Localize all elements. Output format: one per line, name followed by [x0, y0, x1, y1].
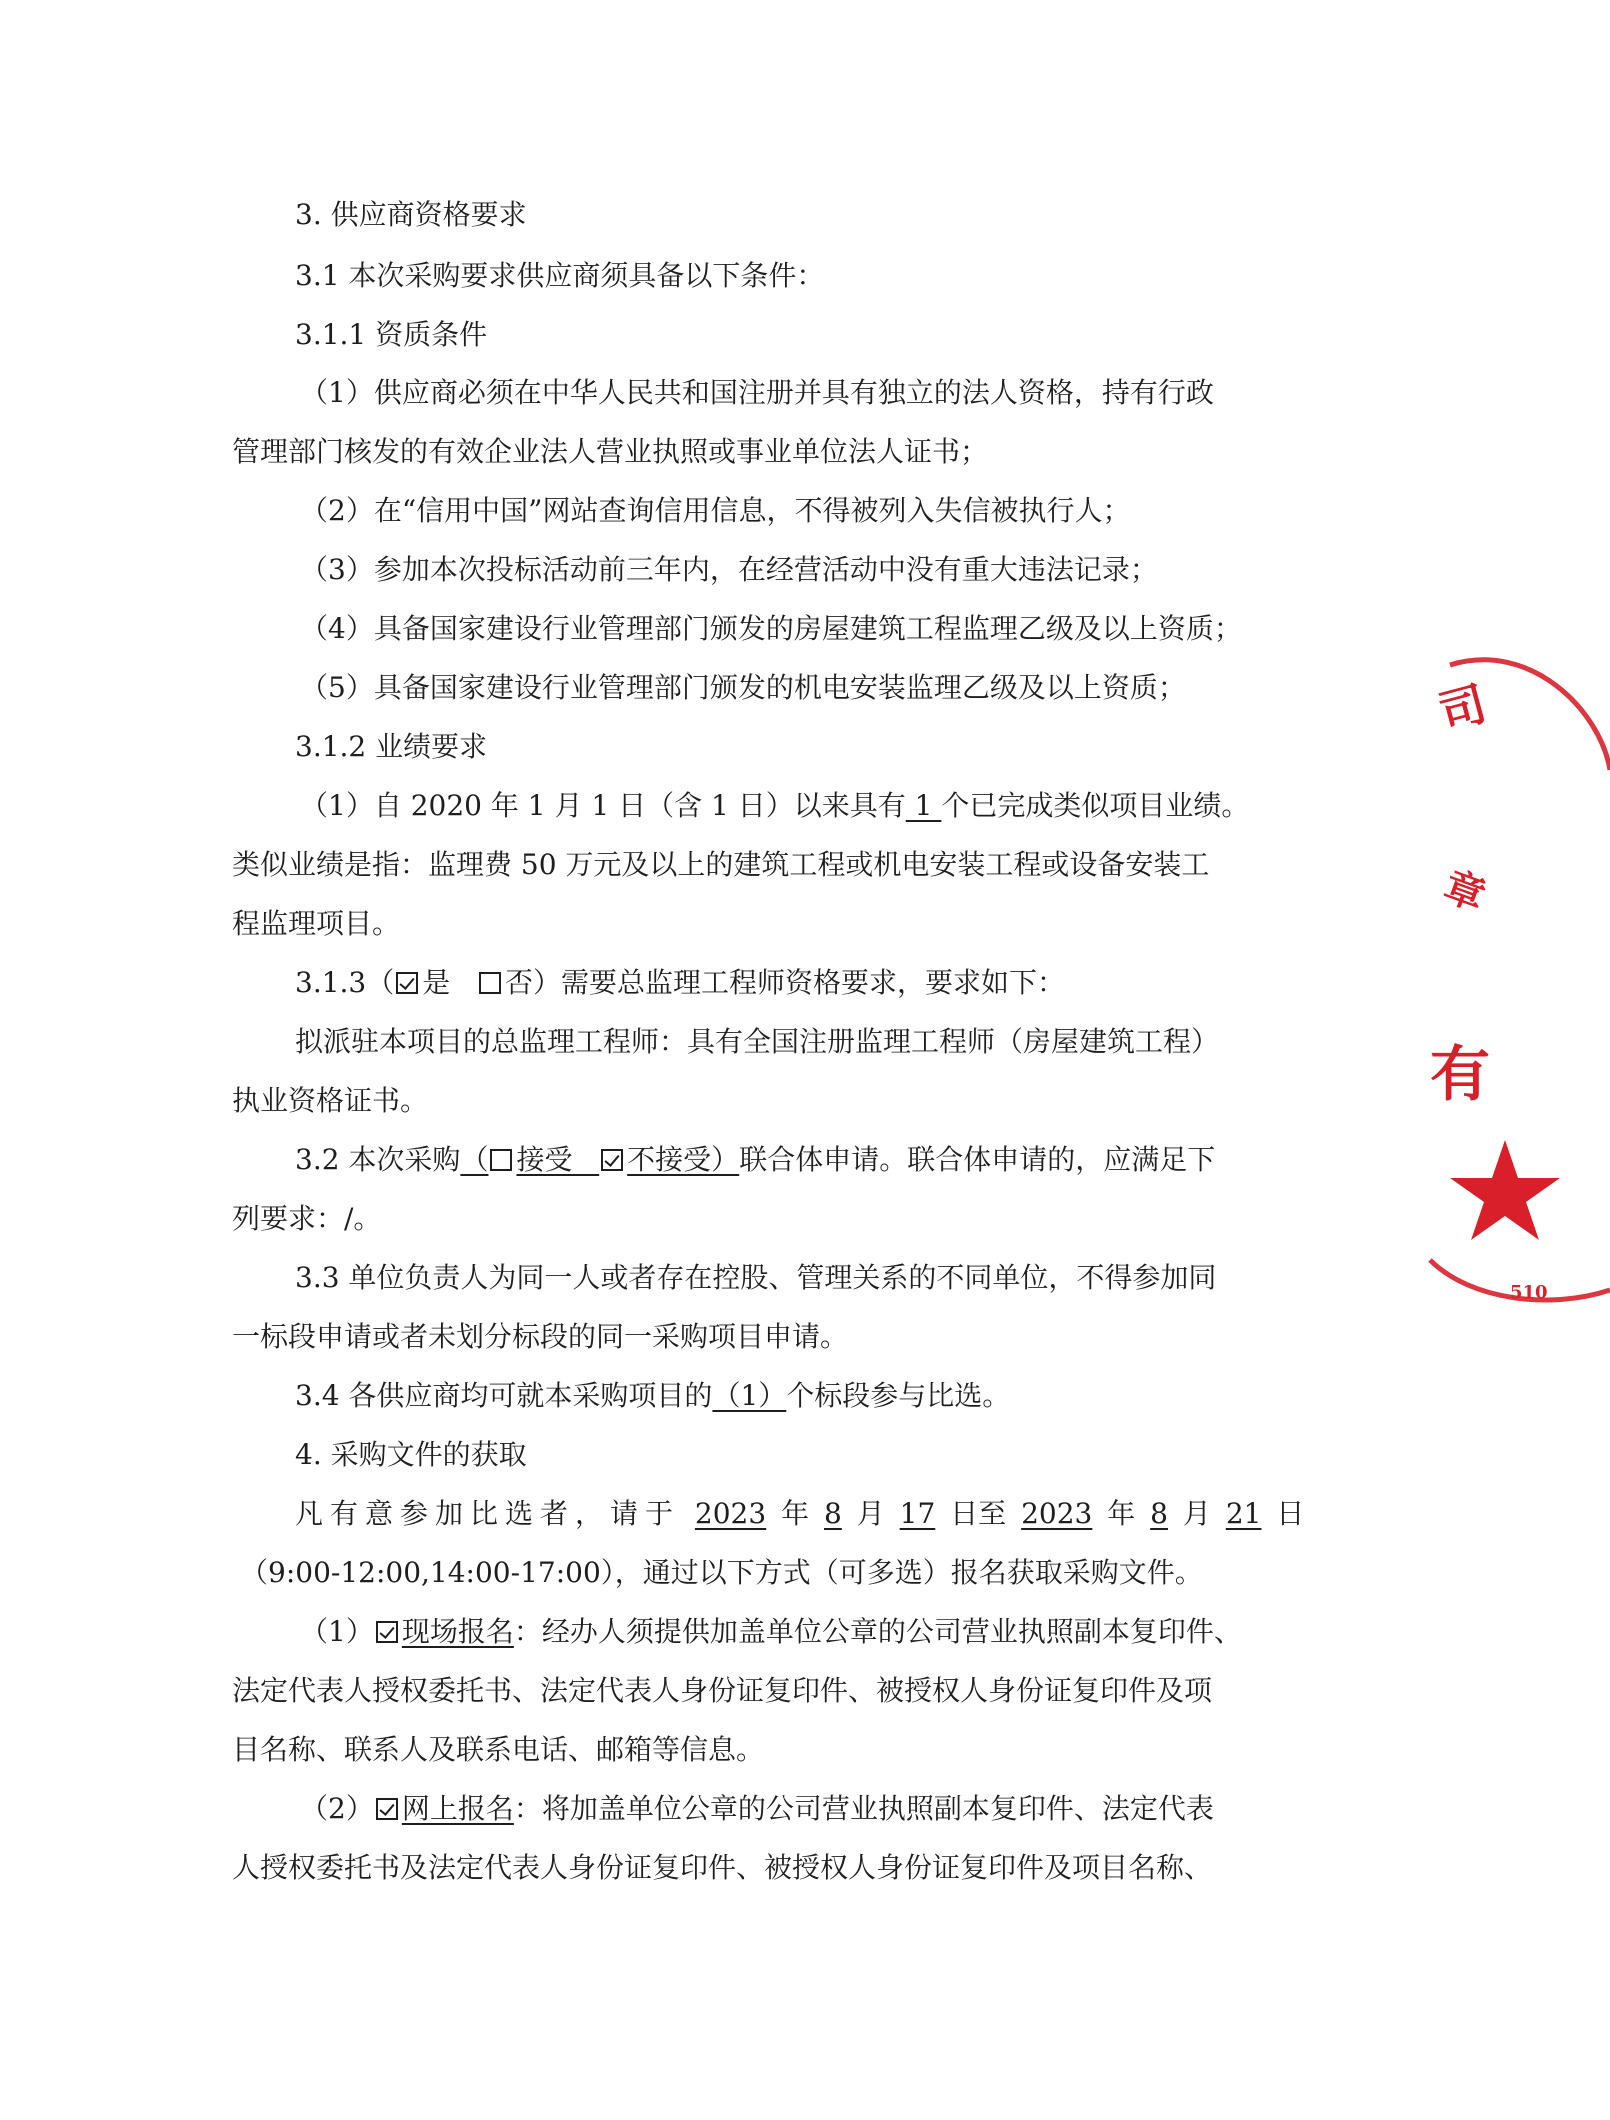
qualification-1-line-2: 管理部门核发的有效企业法人营业执照或事业单位法人证书；: [232, 435, 989, 468]
performance-text-b: 个已完成类似项目业绩。: [941, 789, 1250, 822]
qualification-1-line-1: （1）供应商必须在中华人民共和国注册并具有独立的法人资格，持有行政: [300, 376, 1214, 409]
onsite-registration-line-2: 法定代表人授权委托书、法定代表人身份证复印件、被授权人身份证复印件及项: [232, 1674, 1213, 1707]
online-label: 网上报名: [401, 1792, 514, 1825]
online-registration-line-2: 人授权委托书及法定代表人身份证复印件、被授权人身份证复印件及项目名称、: [232, 1851, 1213, 1884]
clause-3-1-1: 3.1.1 资质条件: [295, 318, 488, 351]
qualification-3: （3）参加本次投标活动前三年内，在经营活动中没有重大违法记录；: [300, 553, 1158, 586]
clause-3-4-suffix: 个标段参与比选。: [786, 1379, 1011, 1412]
clause-3-1-2: 3.1.2 业绩要求: [295, 730, 488, 763]
seal-star-icon: [1450, 1140, 1560, 1240]
clause-3-3-line-2: 一标段申请或者未划分标段的同一采购项目申请。: [232, 1320, 849, 1353]
registration-period-line-1: 凡有意参加比选者，请于 2023 年 8 月 17 日至 2023 年 8 月 21 日: [295, 1497, 1305, 1530]
clause-3-3-line-1: 3.3 单位负责人为同一人或者存在控股、管理关系的不同单位，不得参加同: [295, 1261, 1217, 1294]
checkbox-checked-icon: [376, 1798, 398, 1820]
performance-count: 1: [905, 789, 942, 822]
consortium-accept: 接受: [516, 1143, 573, 1176]
consortium-options: （ 接受 不接受）: [460, 1143, 740, 1176]
qualification-4: （4）具备国家建设行业管理部门颁发的房屋建筑工程监理乙级及以上资质；: [300, 612, 1242, 645]
online-text: ：将加盖单位公章的公司营业执照副本复印件、法定代表: [513, 1792, 1214, 1825]
clause-3-2: [295, 1141, 1215, 1179]
section-4-heading: 4. 采购文件的获取: [295, 1438, 527, 1471]
end-day: 21: [1225, 1497, 1262, 1530]
clause-3-1: 3.1 本次采购要求供应商须具备以下条件：: [295, 259, 825, 292]
clause-3-2-suffix: 联合体申请。联合体申请的，应满足下: [739, 1143, 1216, 1176]
seal-char-1: 司: [1433, 676, 1492, 741]
clause-3-4-prefix: 3.4 各供应商均可就本采购项目的: [295, 1379, 713, 1412]
onsite-prefix: （1）: [300, 1615, 374, 1648]
onsite-registration-line-3: 目名称、联系人及联系电话、邮箱等信息。: [232, 1733, 765, 1766]
checkbox-checked-icon: [601, 1149, 623, 1171]
performance-text-a: （1）自 2020 年 1 月 1 日（含 1 日）以来具有: [300, 789, 906, 822]
qualification-5: （5）具备国家建设行业管理部门颁发的机电安装监理乙级及以上资质；: [300, 671, 1186, 704]
start-month: 8: [824, 1497, 842, 1530]
checkbox-checked-icon: [396, 972, 418, 994]
seal-number: 510: [1510, 1282, 1548, 1303]
company-seal-stamp: [1410, 650, 1610, 1310]
end-month: 8: [1150, 1497, 1168, 1530]
performance-line-2: 类似业绩是指：监理费 50 万元及以上的建筑工程或机电安装工程或设备安装工: [232, 848, 1210, 881]
section-3-heading: 3. 供应商资格要求: [295, 198, 527, 231]
onsite-registration-line-1: [300, 1613, 1242, 1651]
chief-engineer-line-1: 拟派驻本项目的总监理工程师：具有全国注册监理工程师（房屋建筑工程）: [295, 1025, 1220, 1058]
chief-engineer-line-2: 执业资格证书。: [232, 1084, 429, 1117]
seal-char-2: 章: [1437, 862, 1492, 921]
online-registration-line-1: [300, 1790, 1214, 1828]
onsite-label: 现场报名: [401, 1615, 514, 1648]
clause-3-2-line-2: 列要求：/。: [232, 1202, 382, 1235]
start-day: 17: [899, 1497, 936, 1530]
onsite-text: ：经办人须提供加盖单位公章的公司营业执照副本复印件、: [513, 1615, 1242, 1648]
clause-3-1-3-yes: 是: [422, 966, 451, 999]
start-year: 2023: [694, 1497, 767, 1530]
performance-line-3: 程监理项目。: [232, 907, 401, 940]
registration-intro: 凡有意参加比选者，请于: [295, 1497, 681, 1530]
performance-line-1: [300, 787, 1249, 825]
qualification-2: （2）在“信用中国”网站查询信用信息，不得被列入失信被执行人；: [300, 494, 1131, 527]
lot-count: （1）: [712, 1379, 787, 1412]
registration-period-line-2: （9:00-12:00,14:00-17:00），通过以下方式（可多选）报名获取采购文件。: [240, 1556, 1203, 1589]
checkbox-empty-icon: [490, 1149, 512, 1171]
seal-char-3: 有: [1430, 1040, 1490, 1110]
clause-3-2-prefix: 3.2 本次采购: [295, 1143, 461, 1176]
clause-3-1-3-no: 否）需要总监理工程师资格要求，要求如下：: [504, 966, 1065, 999]
clause-3-4: [295, 1377, 1010, 1415]
checkbox-empty-icon: [479, 972, 501, 994]
clause-3-1-3: [295, 964, 1065, 1002]
checkbox-checked-icon: [376, 1621, 398, 1643]
end-year: 2023: [1021, 1497, 1093, 1530]
online-prefix: （2）: [300, 1792, 374, 1825]
clause-3-1-3-prefix: 3.1.3（: [295, 966, 395, 999]
consortium-reject: 不接受）: [627, 1143, 740, 1176]
